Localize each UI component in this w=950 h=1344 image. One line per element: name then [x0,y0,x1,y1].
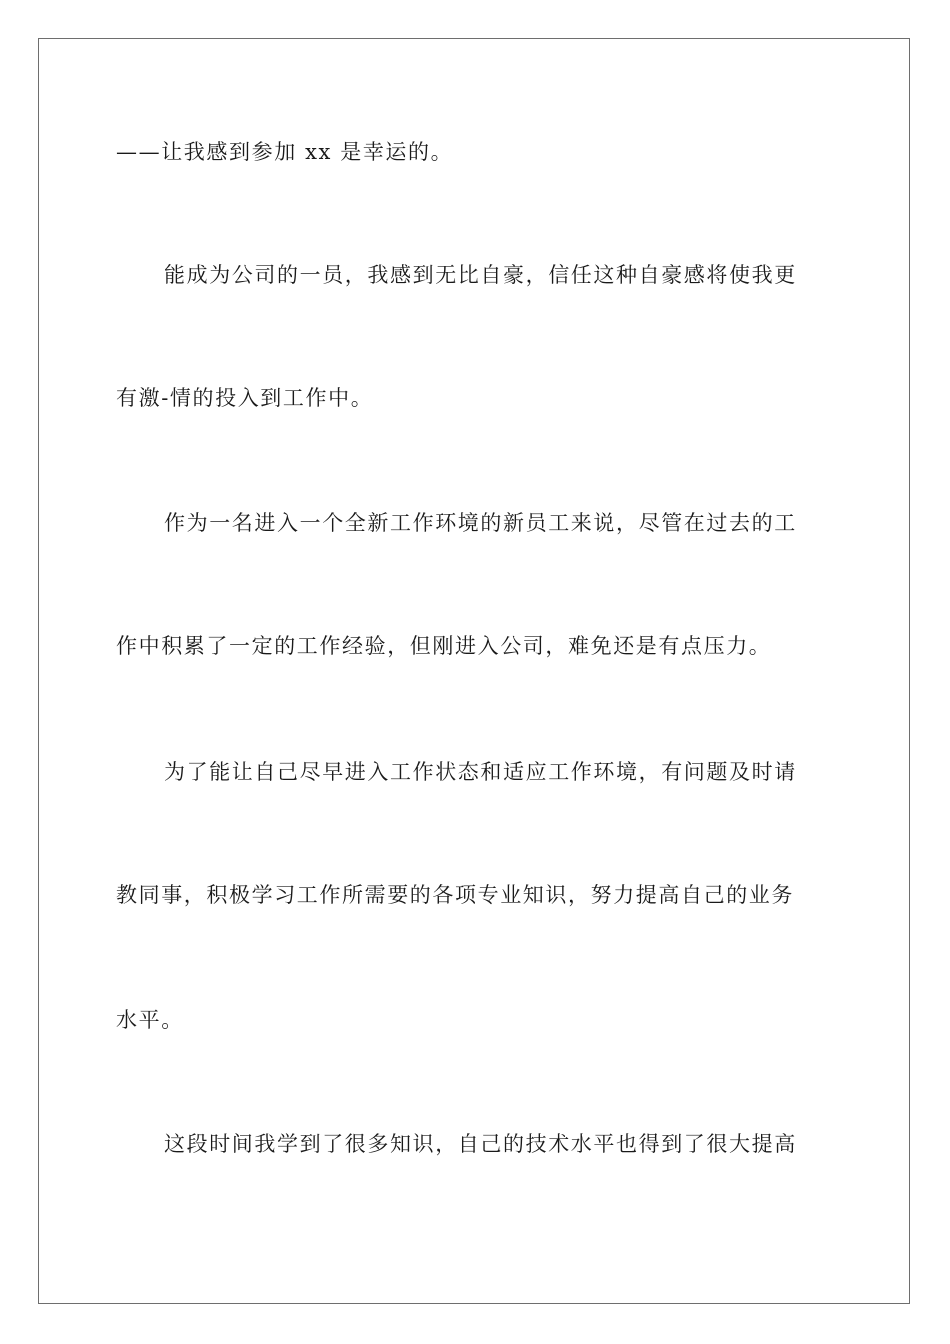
text-line-2: 能成为公司的一员，我感到无比自豪，信任这种自豪感将使我更 [164,263,797,287]
text-line-8: 水平。 [116,1008,184,1032]
text-line-1: ——让我感到参加 xx 是幸运的。 [116,140,454,164]
page-frame [38,38,910,1304]
text-line-9: 这段时间我学到了很多知识，自己的技术水平也得到了很大提高 [164,1132,797,1156]
text-line-4: 作为一名进入一个全新工作环境的新员工来说，尽管在过去的工 [164,511,797,535]
text-line-3: 有激-情的投入到工作中。 [116,386,374,410]
text-line-5: 作中积累了一定的工作经验，但刚进入公司，难免还是有点压力。 [116,634,772,658]
text-line-6: 为了能让自己尽早进入工作状态和适应工作环境，有问题及时请 [164,760,797,784]
text-line-7: 教同事，积极学习工作所需要的各项专业知识，努力提高自己的业务 [116,883,794,907]
